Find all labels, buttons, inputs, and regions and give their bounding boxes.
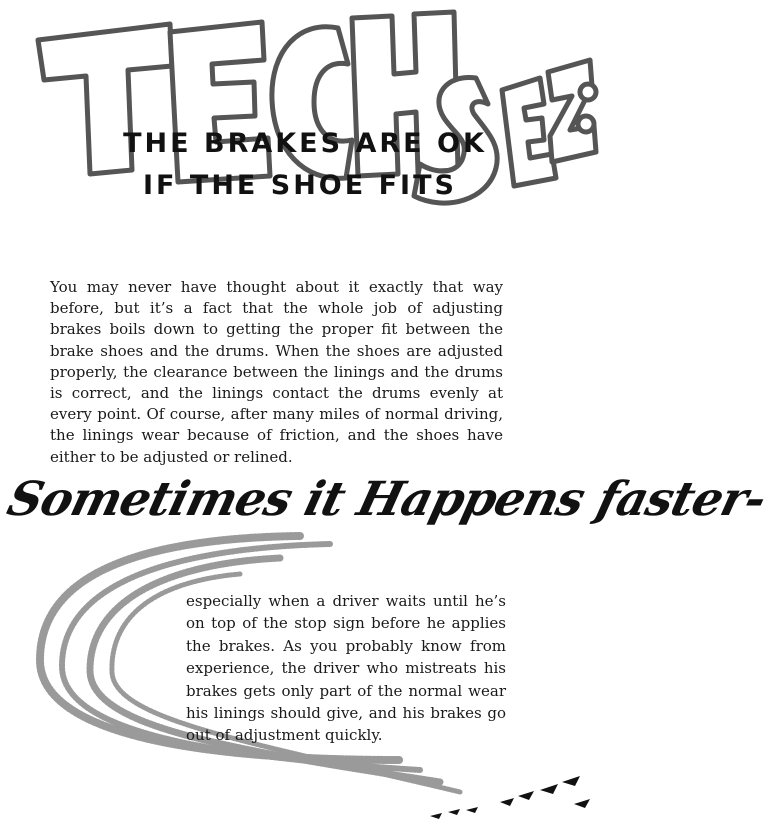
- second-paragraph: especially when a driver waits until he’s on top of the stop sign before he applies the brakes. As you probably know from experience, the driver who mistreats his brakes gets only part of the normal wear his linings should give, and his brakes go out of adjustment quickly.: [186, 592, 506, 745]
- headline-line-2: IF THE SHOE FITS: [143, 170, 457, 201]
- headline-line-1: THE BRAKES ARE OK: [123, 128, 487, 159]
- masthead: [0, 0, 600, 240]
- script-subhead: Sometimes it Happens faster-: [2, 472, 771, 527]
- intro-paragraph: You may never have thought about it exactly that way before, but it’s a fact that the whole job of adjusting brakes boils down to getting the proper fit between the brake shoes and the drums. When the shoes are adjusted properly, the clearance between the linings and the drums is correct, and the linings contact the drums evenly at every point. Of course, after many miles of normal driving, the linings wear because of friction, and the shoes have either to be adjusted or relined.: [50, 278, 503, 466]
- masthead-outline-lettering: [0, 0, 600, 240]
